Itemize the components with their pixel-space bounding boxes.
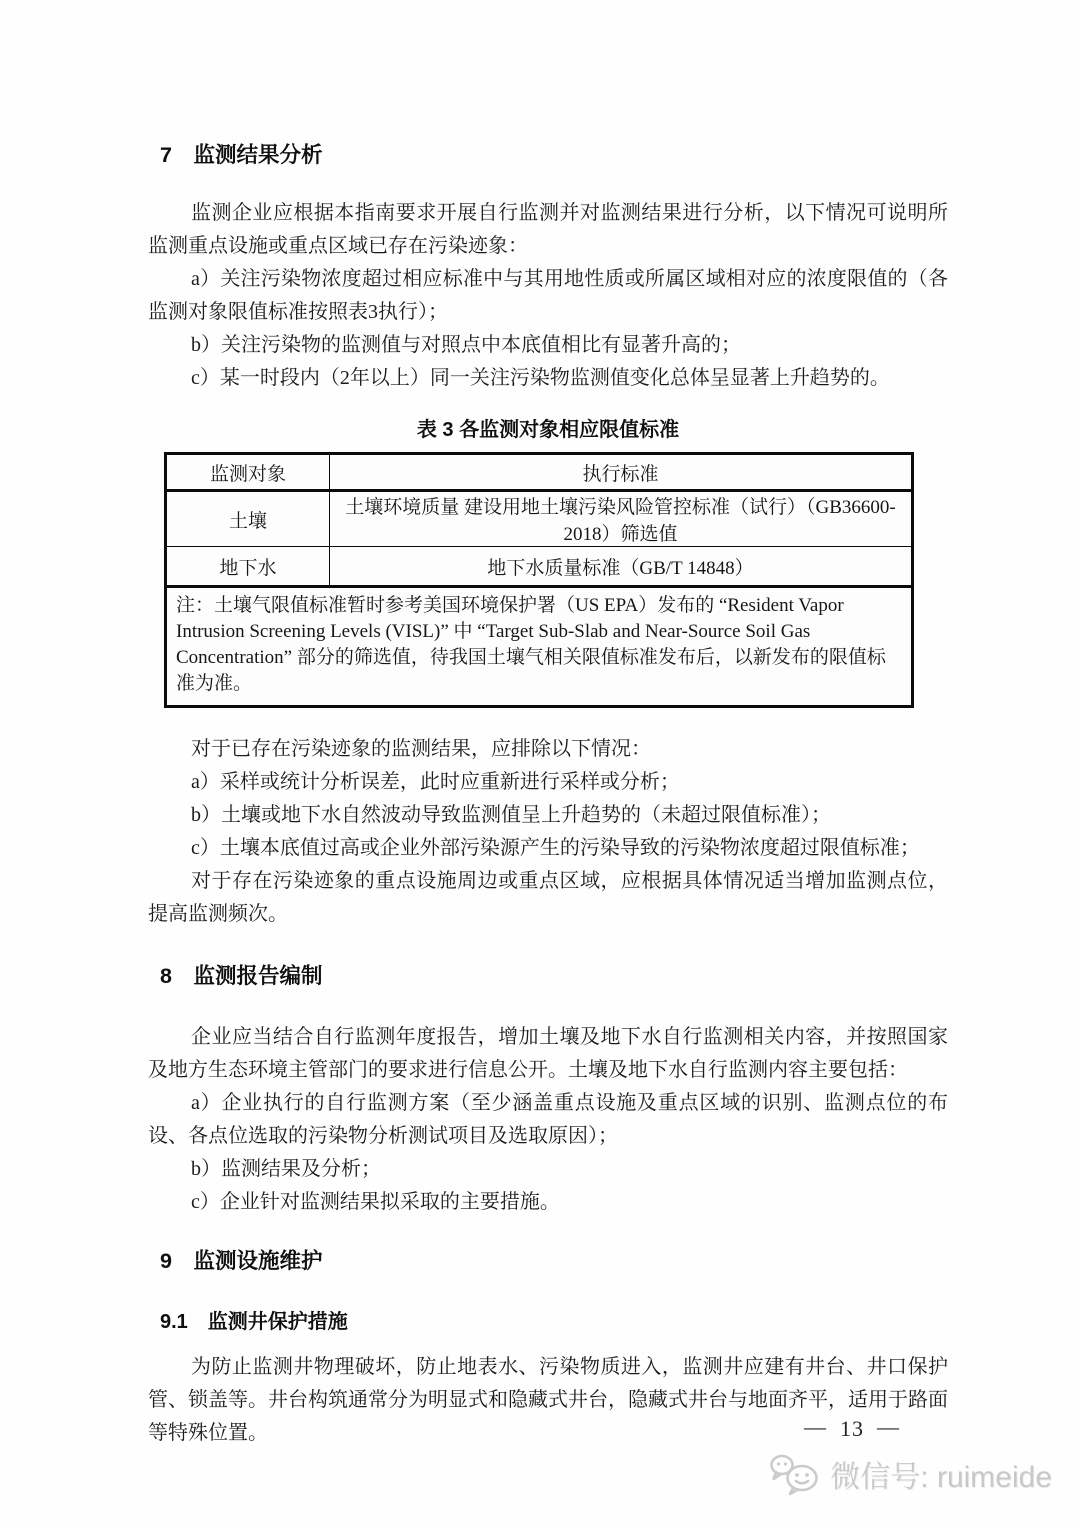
page-content bbox=[148, 140, 948, 1450]
table-header-object: 监测对象 bbox=[166, 454, 330, 491]
section-9-heading: 9 监测设施维护 bbox=[160, 1249, 323, 1273]
table-header-row bbox=[166, 454, 913, 491]
page-number-left-dash: — bbox=[804, 1414, 827, 1439]
section-7-heading: 7 监测结果分析 bbox=[160, 143, 323, 167]
table-cell-object: 土壤 bbox=[166, 491, 330, 547]
table-3-title: 表 3 各监测对象相应限值标准 bbox=[416, 419, 680, 441]
section-8-item-c: c）企业针对监测结果拟采取的主要措施。 bbox=[191, 1191, 560, 1213]
section-8-item-a: a）企业执行的自行监测方案（至少涵盖重点设施及重点区域的识别、监测点位的布设、各点位选取的污染物分析测试项目及选取原因）； bbox=[148, 1092, 948, 1147]
section-9-1-paragraph: 为防止监测井物理破坏，防止地表水、污染物质进入，监测井应建有井台、井口保护管、锁盖等。井台构筑通常分为明显式和隐藏式井台，隐藏式井台与地面齐平，适用于路面等特殊位置。 bbox=[148, 1356, 948, 1444]
section-8-heading: 8 监测报告编制 bbox=[160, 964, 323, 988]
watermark bbox=[769, 1452, 1052, 1496]
table-row-soil bbox=[166, 491, 913, 547]
table-cell-standard: 土壤环境质量 建设用地土壤污染风险管控标准（试行）（GB36600-2018）筛选值 bbox=[330, 491, 913, 547]
wechat-icon bbox=[769, 1452, 821, 1496]
table-cell-standard: 地下水质量标准（GB/T 14848） bbox=[330, 547, 913, 587]
section-7-exclusion-a: a）采样或统计分析误差，此时应重新进行采样或分析； bbox=[191, 771, 680, 793]
table-header-standard: 执行标准 bbox=[330, 454, 913, 491]
section-9-1-heading: 9.1 监测井保护措施 bbox=[160, 1311, 348, 1333]
page-number bbox=[791, 1416, 913, 1442]
section-7-item-c: c）某一时段内（2年以上）同一关注污染物监测值变化总体呈显著上升趋势的。 bbox=[191, 367, 890, 389]
section-7-exclusions-intro: 对于已存在污染迹象的监测结果，应排除以下情况： bbox=[191, 738, 651, 760]
table-note-row bbox=[166, 587, 913, 707]
section-7-item-a: a）关注污染物浓度超过相应标准中与其用地性质或所属区域相对应的浓度限值的（各监测对象限值标准按照表3执行）； bbox=[148, 268, 948, 323]
page-number-value: 13 bbox=[840, 1416, 864, 1441]
section-7-intro-paragraph: 监测企业应根据本指南要求开展自行监测并对监测结果进行分析，以下情况可说明所监测重点设施或重点区域已存在污染迹象： bbox=[148, 202, 948, 257]
page-number-right-dash: — bbox=[877, 1414, 900, 1439]
table-note-text: 注：土壤气限值标准暂时参考美国环境保护署（US EPA）发布的 “Resident Vapor Intrusion Screening Levels (VISL)” 中 “Target Sub-Slab and Near-Source Soil Gas Concentration” 部分的筛选值，待我国土壤气相关限值标准发布后，以新发布的限值标准为准。 bbox=[166, 587, 913, 707]
section-7-item-b: b）关注污染物的监测值与对照点中本底值相比有显著升高的； bbox=[191, 334, 741, 356]
watermark-text: 微信号: ruimeide bbox=[830, 1461, 1052, 1494]
section-7-exclusion-b: b）土壤或地下水自然波动导致监测值呈上升趋势的（未超过限值标准）； bbox=[191, 804, 831, 826]
section-8-intro-paragraph: 企业应当结合自行监测年度报告，增加土壤及地下水自行监测相关内容，并按照国家及地方生态环境主管部门的要求进行信息公开。土壤及地下水自行监测内容主要包括： bbox=[148, 1026, 948, 1081]
table-cell-object: 地下水 bbox=[166, 547, 330, 587]
section-7-exclusion-c: c）土壤本底值过高或企业外部污染源产生的污染导致的污染物浓度超过限值标准； bbox=[191, 837, 920, 859]
table-row-groundwater bbox=[166, 547, 913, 587]
section-7-closing-paragraph: 对于存在污染迹象的重点设施周边或重点区域，应根据具体情况适当增加监测点位，提高监测频次。 bbox=[148, 870, 948, 925]
table-3-limit-standards bbox=[164, 452, 914, 708]
section-8-item-b: b）监测结果及分析； bbox=[191, 1158, 381, 1180]
